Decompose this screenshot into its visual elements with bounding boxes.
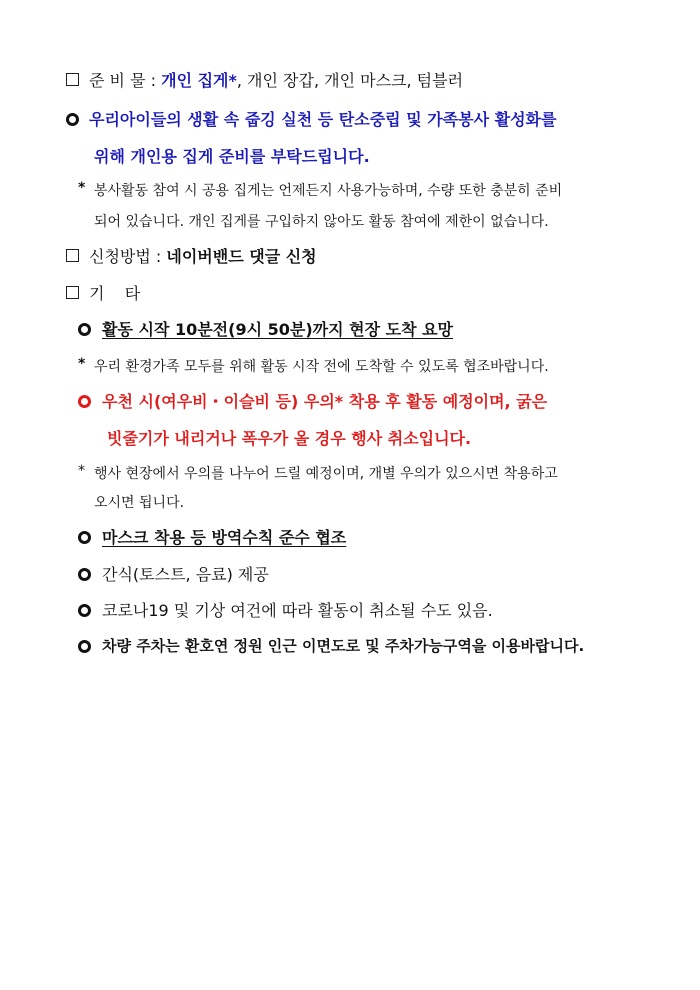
mask-item: 마스크 착용 등 방역수칙 준수 협조 [102, 528, 347, 547]
rain-note-line1: 행사 현장에서 우의를 나누어 드릴 예정이며, 개별 우의가 있으시면 착용하고 [94, 466, 558, 482]
prep-line [89, 68, 463, 91]
rain-note-line2: 오시면 됩니다. [94, 495, 185, 511]
prep-highlight: 개인 집게* [161, 71, 237, 90]
checkbox-square-icon [66, 249, 79, 262]
bullet-circle-icon [78, 640, 91, 653]
bullet-circle-icon [78, 323, 91, 336]
asterisk-icon: * [78, 356, 86, 372]
checkbox-square-icon [66, 73, 79, 86]
prep-note-line2: 위해 개인용 집게 준비를 부탁드립니다. [94, 147, 370, 166]
asterisk-icon: * [78, 180, 86, 196]
bullet-circle-icon [78, 604, 91, 617]
apply-label: 신청방법 : [89, 247, 167, 266]
bullet-circle-icon [78, 395, 91, 408]
etc-label: 기 타 [89, 284, 141, 303]
prep-rest: , 개인 장갑, 개인 마스크, 텀블러 [236, 71, 464, 90]
prep-sub-line1: 봉사활동 참여 시 공용 집게는 언제든지 사용가능하며, 수량 또한 충분히 준비 [94, 183, 563, 199]
snack-item: 간식(토스트, 음료) 제공 [102, 565, 269, 584]
arrive-item: 활동 시작 10분전(9시 50분)까지 현장 도착 요망 [102, 320, 454, 339]
rain-line2: 빗줄기가 내리거나 폭우가 올 경우 행사 취소입니다. [107, 429, 472, 448]
arrive-note: 우리 환경가족 모두를 위해 활동 시작 전에 도착할 수 있도록 협조바랍니다. [94, 359, 549, 375]
prep-note-line1: 우리아이들의 생활 속 줍깅 실천 등 탄소중립 및 가족봉사 활성화를 [89, 110, 557, 129]
apply-value: 네이버밴드 댓글 신청 [166, 247, 317, 266]
asterisk-icon: * [78, 463, 85, 479]
parking-item: 차량 주차는 환호연 정원 인근 이면도로 및 주차가능구역을 이용바랍니다. [102, 637, 585, 655]
bullet-circle-icon [78, 568, 91, 581]
bullet-circle-icon [66, 113, 79, 126]
rain-line1: 우천 시(여우비・이슬비 등) 우의* 착용 후 활동 예정이며, 굵은 [102, 392, 548, 411]
bullet-circle-icon [78, 531, 91, 544]
prep-label: 준 비 물 : [89, 71, 162, 90]
prep-sub-line2: 되어 있습니다. 개인 집게를 구입하지 않아도 활동 참여에 제한이 없습니다. [94, 214, 549, 230]
checkbox-square-icon [66, 286, 79, 299]
corona-item: 코로나19 및 기상 여건에 따라 활동이 취소될 수도 있음. [102, 601, 493, 620]
apply-line [89, 244, 317, 267]
